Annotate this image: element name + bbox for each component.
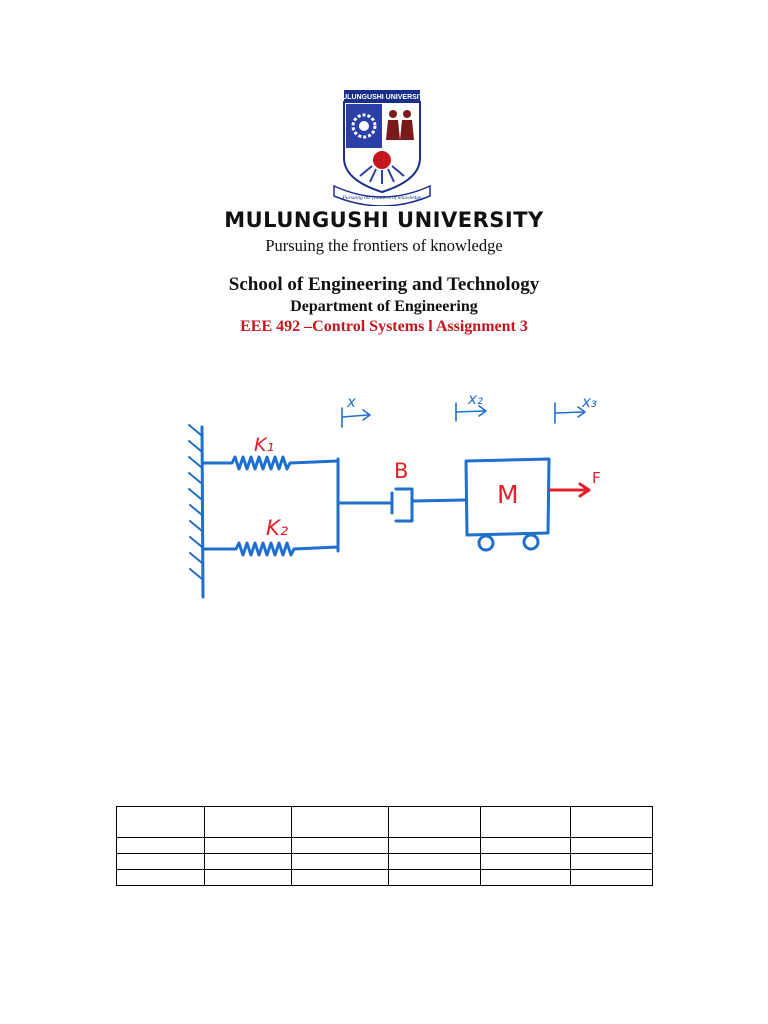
table-cell xyxy=(205,854,292,870)
spring-k2 xyxy=(203,543,338,555)
table-cell xyxy=(205,870,292,886)
table-cell xyxy=(389,854,481,870)
table-cell xyxy=(481,807,571,838)
spring-k1 xyxy=(203,457,338,469)
table-row xyxy=(117,838,653,854)
force-arrow-f xyxy=(550,484,589,496)
svg-text:MULUNGUSHI UNIVERSITY: MULUNGUSHI UNIVERSITY xyxy=(336,94,428,101)
table-cell xyxy=(389,838,481,854)
table-cell xyxy=(481,870,571,886)
label-k2: K₂ xyxy=(266,516,289,540)
wheel-left xyxy=(479,536,493,550)
table-cell xyxy=(571,854,653,870)
label-x: x xyxy=(347,393,356,411)
label-x3: x₃ xyxy=(582,393,597,411)
fixed-wall xyxy=(189,425,203,597)
table-cell xyxy=(205,838,292,854)
assignment-title: EEE 492 –Control Systems l Assignment 3 xyxy=(240,318,528,335)
university-motto: Pursuing the frontiers of knowledge xyxy=(265,236,503,255)
table-cell xyxy=(571,807,653,838)
table-cell xyxy=(481,854,571,870)
table-row xyxy=(117,870,653,886)
table-cell xyxy=(117,870,205,886)
department-name: Department of Engineering xyxy=(290,298,478,315)
table-cell xyxy=(292,870,389,886)
damper-b xyxy=(392,489,466,521)
svg-text:Pursuing the frontiers of know: Pursuing the frontiers of knowledge xyxy=(342,195,422,201)
table-cell xyxy=(389,807,481,838)
wheel-right xyxy=(524,535,538,549)
label-x2: x₂ xyxy=(468,390,483,408)
table-cell xyxy=(389,870,481,886)
table-cell xyxy=(571,838,653,854)
university-crest-logo xyxy=(330,88,434,206)
table-cell xyxy=(205,807,292,838)
table-cell xyxy=(117,838,205,854)
table-cell xyxy=(117,854,205,870)
mechanical-system-diagram xyxy=(170,385,620,605)
table-cell xyxy=(292,854,389,870)
label-f: F xyxy=(592,469,601,487)
table-cell xyxy=(292,807,389,838)
table-row xyxy=(117,854,653,870)
table-row xyxy=(117,807,653,838)
label-m: M xyxy=(497,480,519,509)
blank-grid-table xyxy=(116,806,653,886)
table-cell xyxy=(292,838,389,854)
school-name: School of Engineering and Technology xyxy=(228,274,540,295)
table-cell xyxy=(481,838,571,854)
label-b: B xyxy=(394,459,409,483)
displacement-marker-x3 xyxy=(555,403,585,423)
university-name: MULUNGUSHI UNIVERSITY xyxy=(224,208,544,232)
table-cell xyxy=(571,870,653,886)
label-k1: K₁ xyxy=(254,434,275,456)
table-cell xyxy=(117,807,205,838)
